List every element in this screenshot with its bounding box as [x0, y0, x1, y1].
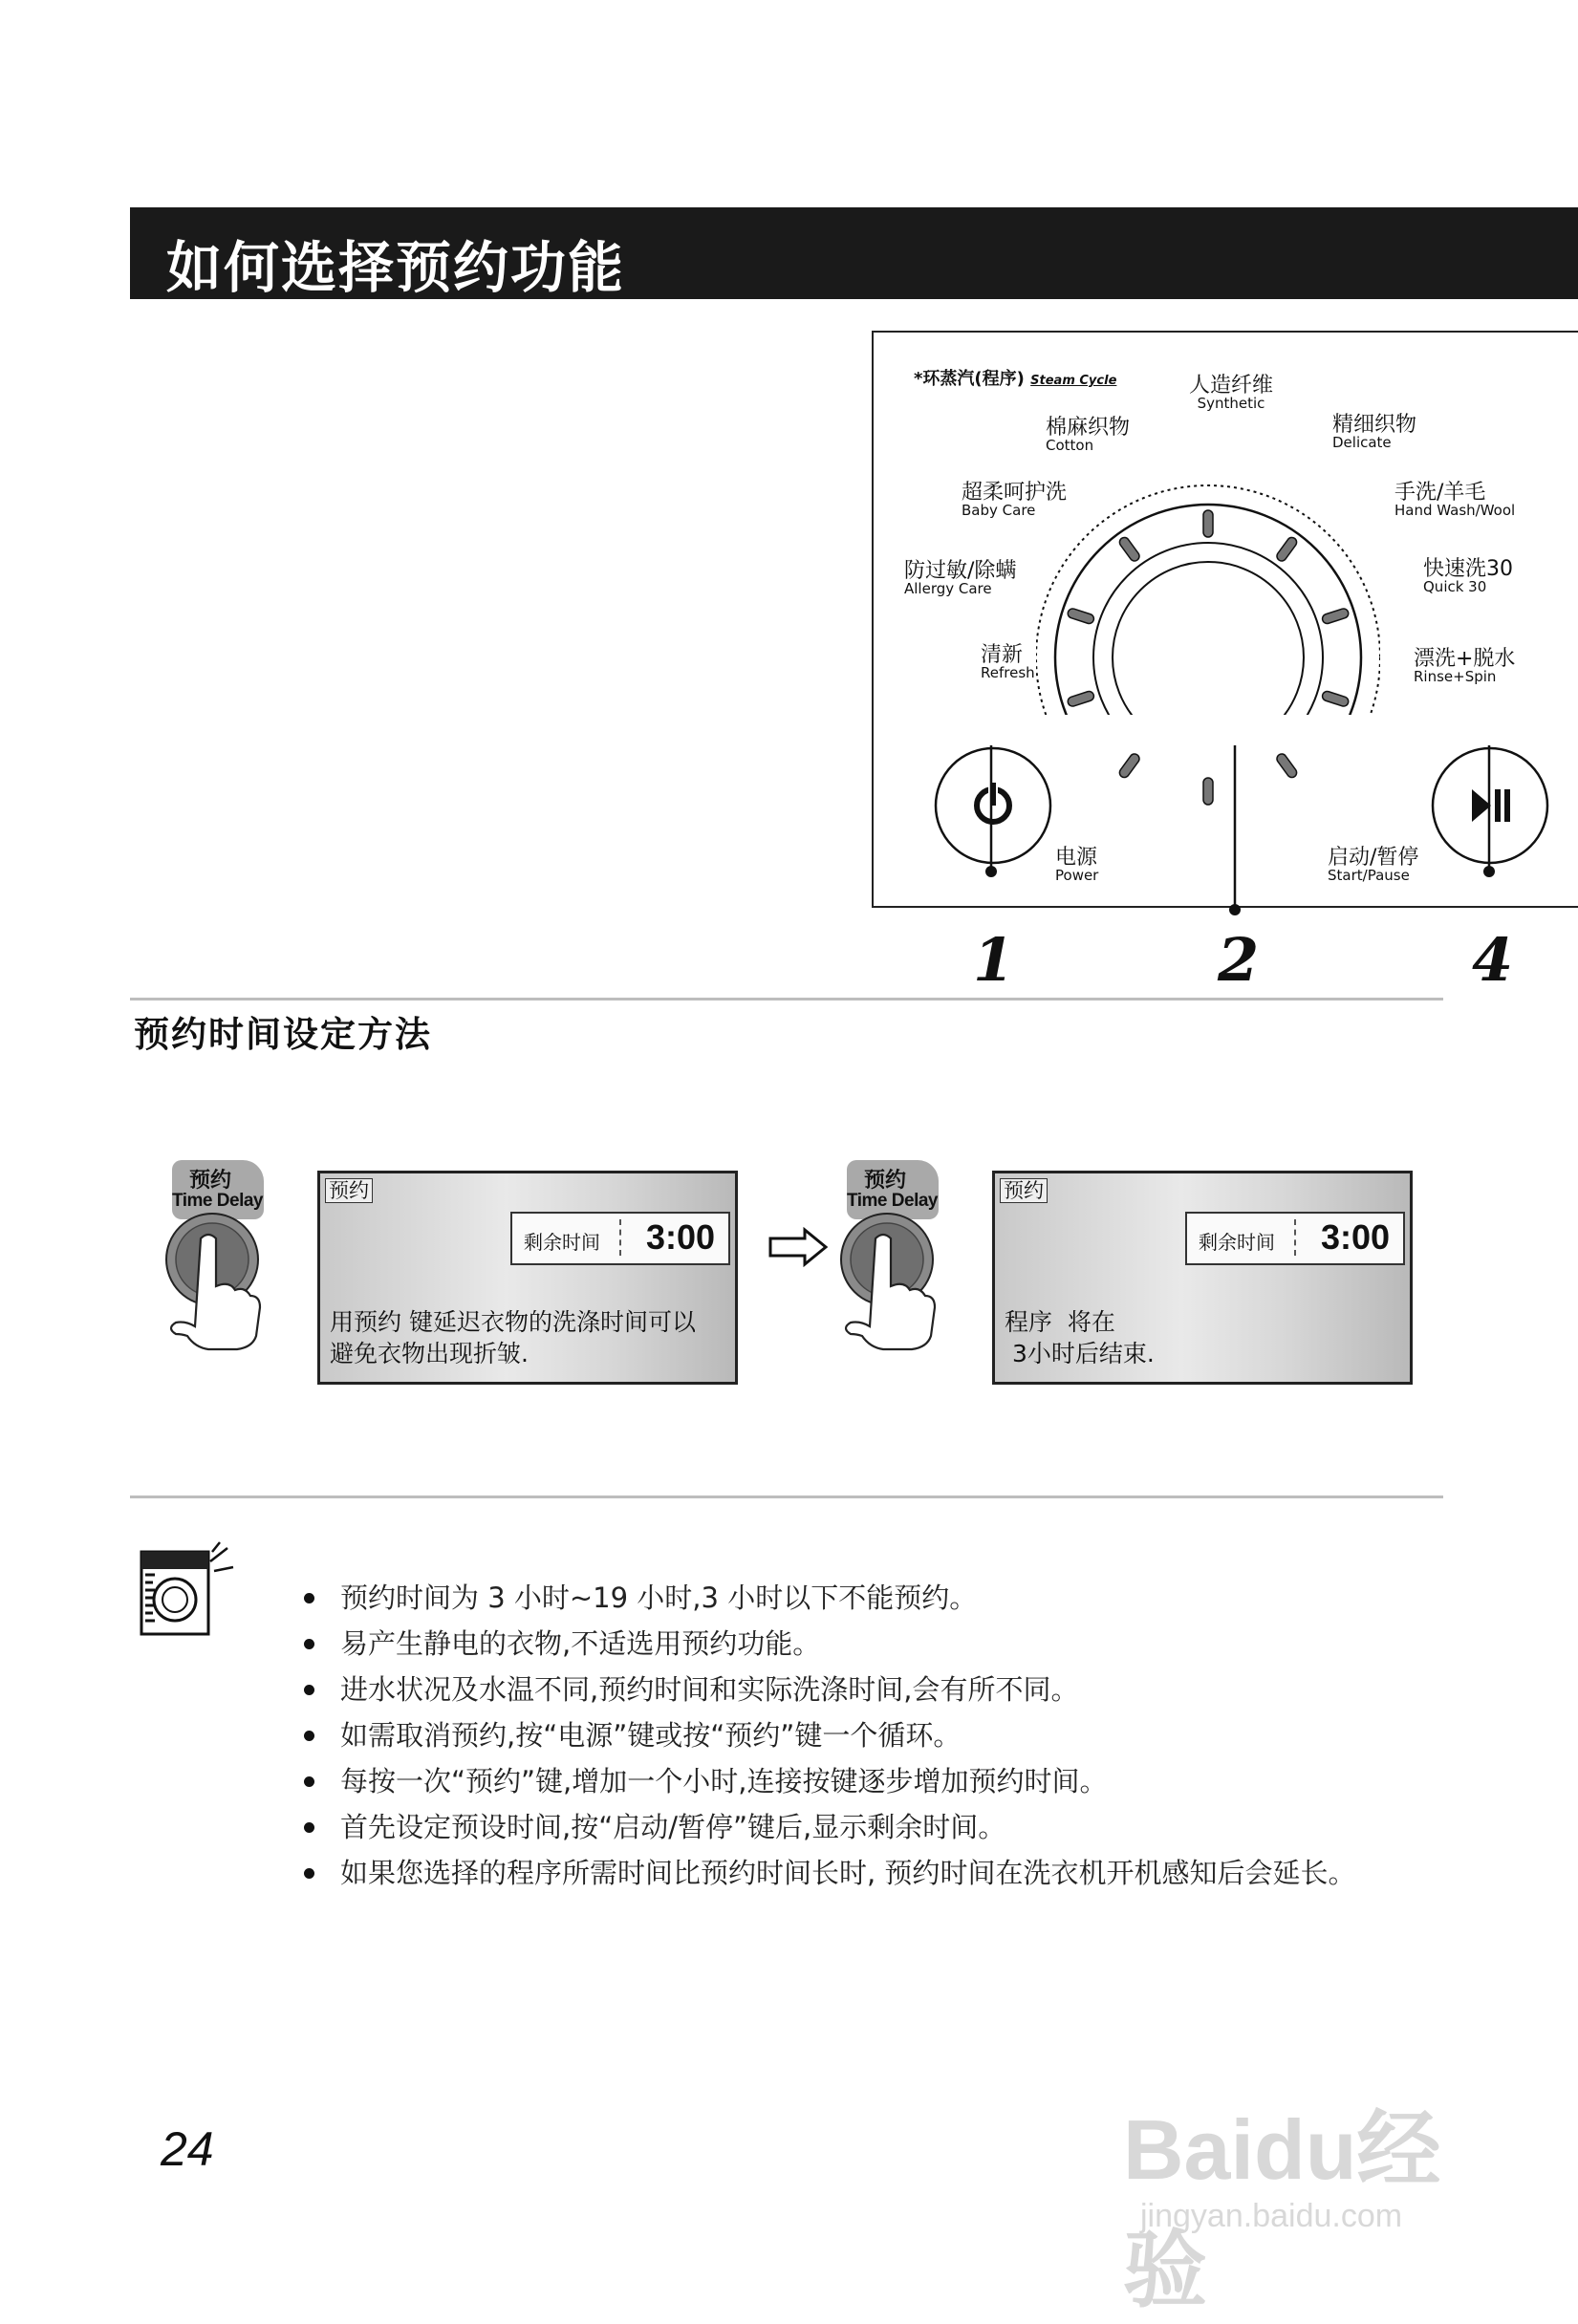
program-baby-care[interactable]: 超柔呵护洗 Baby Care	[962, 481, 1068, 520]
note-item: 预约时间为 3 小时~19 小时,3 小时以下不能预约。	[304, 1575, 1413, 1621]
dial-marker-lamp	[1067, 608, 1095, 625]
display-screen-2	[992, 1171, 1413, 1385]
callout-number-2: 2	[1218, 925, 1260, 995]
program-quick-30[interactable]: 快速洗30 Quick 30	[1423, 557, 1513, 596]
program-cotton[interactable]: 棉麻织物 Cotton	[1046, 416, 1131, 455]
callout-leaders	[956, 745, 1529, 917]
program-delicate[interactable]: 精细织物 Delicate	[1332, 413, 1417, 452]
watermark	[1123, 2064, 1524, 2317]
program-synthetic[interactable]: 人造纤维 Synthetic	[1189, 374, 1274, 413]
dial-marker-lamp	[1321, 690, 1350, 707]
screen-message: 程序 将在 3小时后结束.	[1005, 1308, 1155, 1367]
remaining-time-box	[1185, 1212, 1405, 1265]
dial-marker-lamp	[1321, 608, 1350, 625]
program-hand-wash-wool[interactable]: 手洗/羊毛 Hand Wash/Wool	[1394, 481, 1516, 520]
dial-marker-lamp	[1275, 535, 1299, 563]
remaining-time-box	[510, 1212, 730, 1265]
note-item: 进水状况及水温不同,预约时间和实际洗涤时间,会有所不同。	[304, 1667, 1413, 1712]
remaining-time-label: 剩余时间	[524, 1231, 600, 1254]
watermark-brand: Baidu经验	[1123, 2102, 1441, 2317]
watermark-url: jingyan.baidu.com	[1140, 2198, 1403, 2234]
note-item: 如需取消预约,按“电源”键或按“预约”键一个循环。	[304, 1712, 1413, 1758]
dial-marker-lamp	[1203, 510, 1213, 537]
screen-tag: 预约	[1000, 1178, 1048, 1203]
time-delay-tag: 预约 Time Delay	[172, 1160, 264, 1219]
title-bar	[130, 207, 1578, 299]
screen-message: 用预约 键延迟衣物的洗涤时间可以 避免衣物出现折皱.	[330, 1308, 696, 1367]
note-item: 易产生静电的衣物,不适选用预约功能。	[304, 1621, 1413, 1667]
divider-bottom	[130, 1496, 1443, 1498]
page-number: 24	[161, 2122, 214, 2176]
washing-machine-icon	[132, 1540, 239, 1640]
steam-cycle-label: *环蒸汽(程序) Steam Cycle	[914, 369, 1117, 389]
note-item: 首先设定预设时间,按“启动/暂停”键后,显示剩余时间。	[304, 1804, 1413, 1850]
remaining-time-value: 3:00	[1320, 1217, 1390, 1257]
display-screen-1	[317, 1171, 738, 1385]
page-title: 如何选择预约功能	[166, 235, 626, 300]
start-pause-label: 启动/暂停 Start/Pause	[1328, 846, 1419, 885]
dial-marker-lamp	[1067, 690, 1095, 707]
arrow-right-icon	[768, 1227, 828, 1267]
program-allergy-care[interactable]: 防过敏/除螨 Allergy Care	[904, 559, 1017, 598]
callout-number-1: 1	[973, 925, 1015, 995]
section-heading: 预约时间设定方法	[134, 1014, 432, 1055]
time-delay-tag: 预约 Time Delay	[847, 1160, 939, 1219]
note-item: 每按一次“预约”键,增加一个小时,连接按键逐步增加预约时间。	[304, 1758, 1413, 1804]
notes-list	[304, 1575, 1413, 1896]
time-delay-button-illustration-1	[162, 1160, 277, 1389]
program-refresh[interactable]: 清新 Refresh	[981, 643, 1035, 682]
dial-marker-lamp	[1117, 535, 1141, 563]
callout-number-4: 4	[1472, 925, 1514, 995]
divider-top	[130, 998, 1443, 1001]
remaining-time-label: 剩余时间	[1199, 1231, 1275, 1254]
program-rinse-spin[interactable]: 漂洗+脱水 Rinse+Spin	[1414, 647, 1516, 686]
finger-press-icon	[837, 1210, 952, 1353]
power-label: 电源 Power	[1055, 846, 1099, 885]
finger-press-icon	[162, 1210, 277, 1353]
note-item: 如果您选择的程序所需时间比预约时间长时, 预约时间在洗衣机开机感知后会延长。	[304, 1850, 1413, 1896]
remaining-time-value: 3:00	[645, 1217, 715, 1257]
time-delay-button-illustration-2	[837, 1160, 952, 1389]
screen-tag: 预约	[325, 1178, 373, 1203]
